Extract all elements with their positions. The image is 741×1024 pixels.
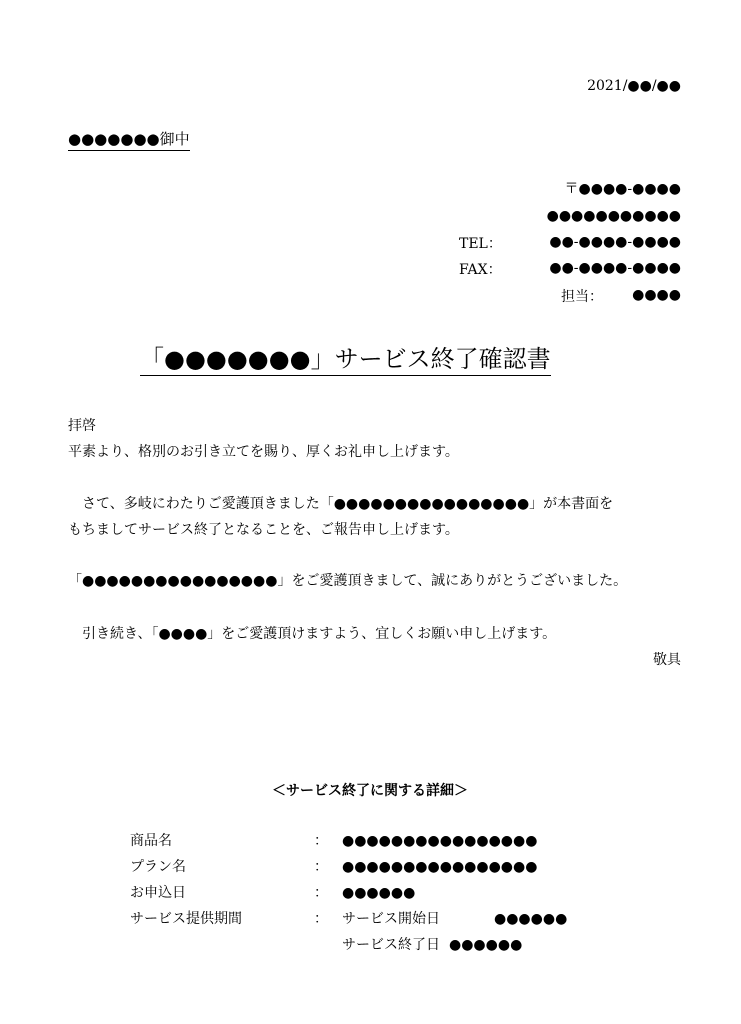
application-date-colon: ： bbox=[314, 885, 328, 901]
recipient-name: ●●●●●●●御中 bbox=[68, 130, 190, 151]
sender-contact-label: 担当： bbox=[561, 289, 603, 305]
sender-fax: ●●-●●●●-●●●● bbox=[549, 260, 681, 276]
sender-postal-code: 〒●●●●-●●●● bbox=[564, 181, 681, 197]
service-start-label: サービス開始日 bbox=[342, 911, 440, 927]
plan-name-label: プラン名 bbox=[130, 859, 186, 875]
sender-fax-label: FAX： bbox=[459, 262, 502, 278]
details-section-title: ＜サービス終了に関する詳細＞ bbox=[272, 783, 468, 799]
sender-contact: ●●●● bbox=[632, 287, 681, 303]
closing: 敬具 bbox=[653, 652, 681, 668]
service-start-value: ●●●●●● bbox=[494, 911, 568, 927]
application-date-label: お申込日 bbox=[130, 885, 186, 901]
sender-tel: ●●-●●●●-●●●● bbox=[549, 234, 681, 250]
greeting: 拝啓 bbox=[68, 418, 96, 434]
paragraph-4: 引き続き、「●●●●」をご愛護頂けますよう、宜しくお願い申し上げます。 bbox=[68, 626, 557, 642]
sender-tel-label: TEL： bbox=[459, 236, 502, 252]
paragraph-3: 「●●●●●●●●●●●●●●●●」をご愛護頂きまして、誠にありがとうございました。 bbox=[68, 573, 628, 589]
paragraph-1: 平素より、格別のお引き立てを賜り、厚くお礼申し上げます。 bbox=[68, 444, 459, 460]
plan-name-colon: ： bbox=[314, 859, 328, 875]
document-date: 2021/●●/●● bbox=[587, 78, 681, 94]
product-name-colon: ： bbox=[314, 833, 328, 849]
product-name-label: 商品名 bbox=[130, 833, 172, 849]
sender-company: ●●●●●●●●●●● bbox=[546, 208, 681, 224]
service-period-colon: ： bbox=[314, 911, 328, 927]
service-end-label: サービス終了日 bbox=[342, 937, 440, 953]
document-title: 「●●●●●●●」サービス終了確認書 bbox=[140, 344, 551, 376]
product-name-value: ●●●●●●●●●●●●●●●● bbox=[342, 833, 538, 849]
paragraph-2-line-2: もちましてサービス終了となることを、ご報告申し上げます。 bbox=[68, 522, 459, 538]
plan-name-value: ●●●●●●●●●●●●●●●● bbox=[342, 859, 538, 875]
paragraph-2-line-1: さて、多岐にわたりご愛護頂きました「●●●●●●●●●●●●●●●●」が本書面を bbox=[68, 496, 614, 512]
application-date-value: ●●●●●● bbox=[342, 885, 416, 901]
service-period-label: サービス提供期間 bbox=[130, 911, 242, 927]
service-end-value: ●●●●●● bbox=[449, 937, 523, 953]
